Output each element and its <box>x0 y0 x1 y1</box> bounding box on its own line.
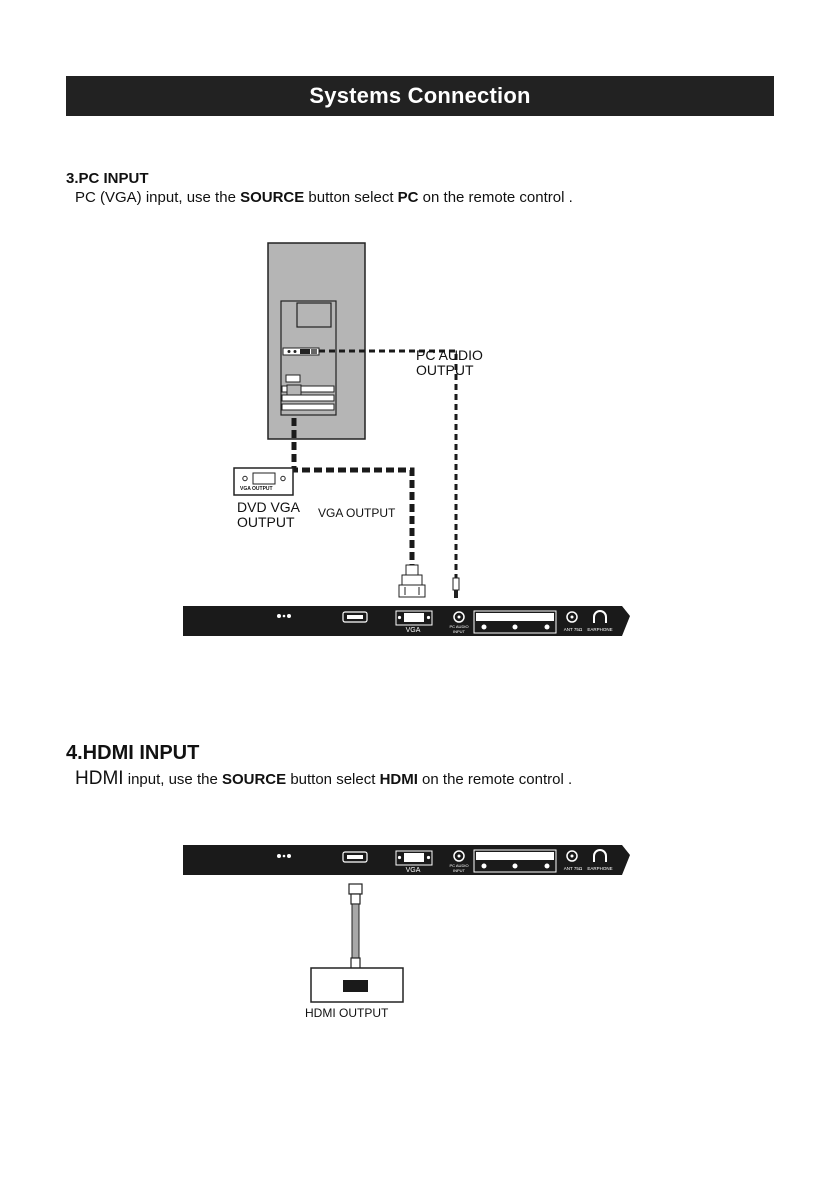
tv-back-panel-bottom <box>183 845 630 875</box>
dvd-vga-output-label: DVD VGA OUTPUT <box>237 499 301 530</box>
hdmi-input-description: HDMI input, use the SOURCE button select HDMI on the remote control . <box>75 768 573 789</box>
hdmi-cable <box>349 884 362 980</box>
svg-text:PC AUDIO: PC AUDIO <box>449 624 469 629</box>
svg-text:EARPHONE: EARPHONE <box>587 866 613 871</box>
svg-text:INPUT: INPUT <box>453 868 465 873</box>
pc-tower <box>268 243 365 439</box>
hdmi-input-heading: 4.HDMI INPUT <box>66 742 200 764</box>
svg-text:PC AUDIO: PC AUDIO <box>449 863 469 868</box>
svg-text:INPUT: INPUT <box>453 629 465 634</box>
svg-text:EARPHONE: EARPHONE <box>587 627 613 632</box>
pc-input-heading: 3.PC INPUT <box>66 170 149 187</box>
vga-output-plate-label: VGA OUTPUT <box>240 486 273 492</box>
vga-cable <box>294 418 412 568</box>
page-title: Systems Connection <box>66 76 774 116</box>
tv-back-panel-top <box>183 606 630 636</box>
svg-text:ANT 75Ω: ANT 75Ω <box>563 866 583 871</box>
svg-text:VGA: VGA <box>405 867 421 874</box>
hdmi-source-device <box>311 968 403 1002</box>
pc-input-description: PC (VGA) input, use the SOURCE button select PC on the remote control . <box>75 189 573 206</box>
vga-port-label: VGA <box>405 627 421 634</box>
svg-text:ANT 75Ω: ANT 75Ω <box>563 627 583 632</box>
pc-audio-output-label: PC AUDIO OUTPUT <box>416 347 483 378</box>
hdmi-output-label: HDMI OUTPUT <box>305 1006 389 1020</box>
vga-output-label: VGA OUTPUT <box>318 506 396 520</box>
